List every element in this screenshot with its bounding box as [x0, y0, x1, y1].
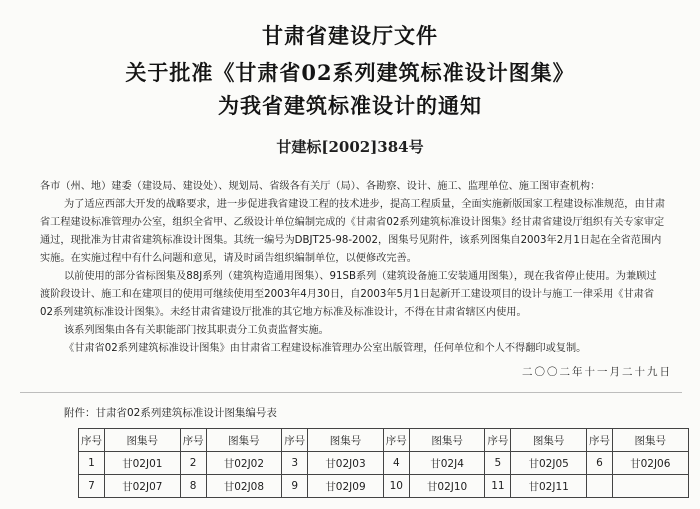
paragraph-2: 以前使用的部分省标图集及88J系列（建筑构造通用图集）、91SB系列（建筑设备施工安装通用图集），现在我省停止使用。为兼顾过渡阶段设计、施工和在建项目的使用可继续使用至2003年4月30日，自2003年5月1日起新开工建设项目的设计与施工一律采用《甘肃省02系列建筑标准设计图集》。未经甘肃省建设厅批准的其它地方标准及标准设计，不得在甘肃省辖区内使用。 — [40, 271, 657, 318]
header-seq: 序号 — [485, 429, 511, 452]
atlas-code-table — [78, 428, 689, 498]
table-cell: 2 — [180, 452, 206, 475]
header-atlas-no: 图集号 — [612, 429, 688, 452]
header-seq: 序号 — [282, 429, 308, 452]
header-seq: 序号 — [180, 429, 206, 452]
paragraph-1: 为了适应西部大开发的战略要求，进一步促进我省建设工程的技术进步，提高工程质量，全面实施新版国家工程建设标准规范，由甘肃省工程建设标准管理办公室，组织全省甲、乙级设计单位编制完成的《甘肃省02系列建筑标准设计图集》经甘肃省建设厅组织有关专家审定通过，现批准为甘肃省建筑标准设计图集。其统一编号为DBJT25-98-2002，图集号见附件，该系列图集自2003年2月1日起在全省范围内实施。在实施过程中有什么问题和意见，请及时函告组织编制单位，以便修改完善。 — [40, 199, 666, 264]
paragraph-4: 《甘肃省02系列建筑标准设计图集》由甘肃省工程建设标准管理办公室出版管理，任何单位和个人不得翻印或复制。 — [64, 343, 587, 354]
table-cell: 甘02J05 — [511, 452, 587, 475]
document-number: 甘建标[2002]384号 — [276, 138, 424, 156]
table-cell: 4 — [383, 452, 409, 475]
table-header-row — [79, 429, 689, 452]
doc-header-line3: 为我省建筑标准设计的通知 — [218, 93, 482, 118]
doc-header-line2: 关于批准《甘肃省02系列建筑标准设计图集》 — [125, 60, 575, 85]
table-cell: 3 — [282, 452, 308, 475]
table-cell: 甘02J09 — [308, 475, 384, 498]
divider-line — [20, 392, 682, 393]
header-atlas-no: 图集号 — [105, 429, 181, 452]
table-cell: 10 — [383, 475, 409, 498]
header-atlas-no: 图集号 — [206, 429, 282, 452]
header-seq: 序号 — [79, 429, 105, 452]
table-cell: 甘02J01 — [105, 452, 181, 475]
table-cell: 6 — [586, 452, 612, 475]
header-seq: 序号 — [586, 429, 612, 452]
table-cell: 11 — [485, 475, 511, 498]
table-cell: 9 — [282, 475, 308, 498]
table-cell: 甘02J10 — [409, 475, 485, 498]
table-cell: 甘02J4 — [409, 452, 485, 475]
table-cell: 甘02J06 — [612, 452, 688, 475]
table-cell — [612, 475, 688, 498]
table-cell — [586, 475, 612, 498]
table-cell: 甘02J03 — [308, 452, 384, 475]
table-cell: 1 — [79, 452, 105, 475]
table-row — [79, 475, 689, 498]
table-cell: 5 — [485, 452, 511, 475]
table-cell: 甘02J02 — [206, 452, 282, 475]
header-atlas-no: 图集号 — [308, 429, 384, 452]
table-cell: 8 — [180, 475, 206, 498]
issue-date: 二〇〇二年十一月二十九日 — [522, 366, 672, 378]
doc-header-line1: 甘肃省建设厅文件 — [262, 23, 438, 48]
header-seq: 序号 — [383, 429, 409, 452]
table-cell: 甘02J07 — [105, 475, 181, 498]
address-line: 各市（州、地）建委（建设局、建设处）、规划局、省级各有关厅（局）、各勘察、设计、施工、监理单位、施工图审查机构： — [40, 181, 601, 192]
paragraph-3: 该系列图集由各有关职能部门按其职责分工负责监督实施。 — [64, 325, 329, 336]
header-atlas-no: 图集号 — [511, 429, 587, 452]
table-cell: 7 — [79, 475, 105, 498]
attachment-title: 附件：甘肃省02系列建筑标准设计图集编号表 — [64, 407, 277, 419]
header-atlas-no: 图集号 — [409, 429, 485, 452]
table-cell: 甘02J08 — [206, 475, 282, 498]
table-row — [79, 452, 689, 475]
table-cell: 甘02J11 — [511, 475, 587, 498]
